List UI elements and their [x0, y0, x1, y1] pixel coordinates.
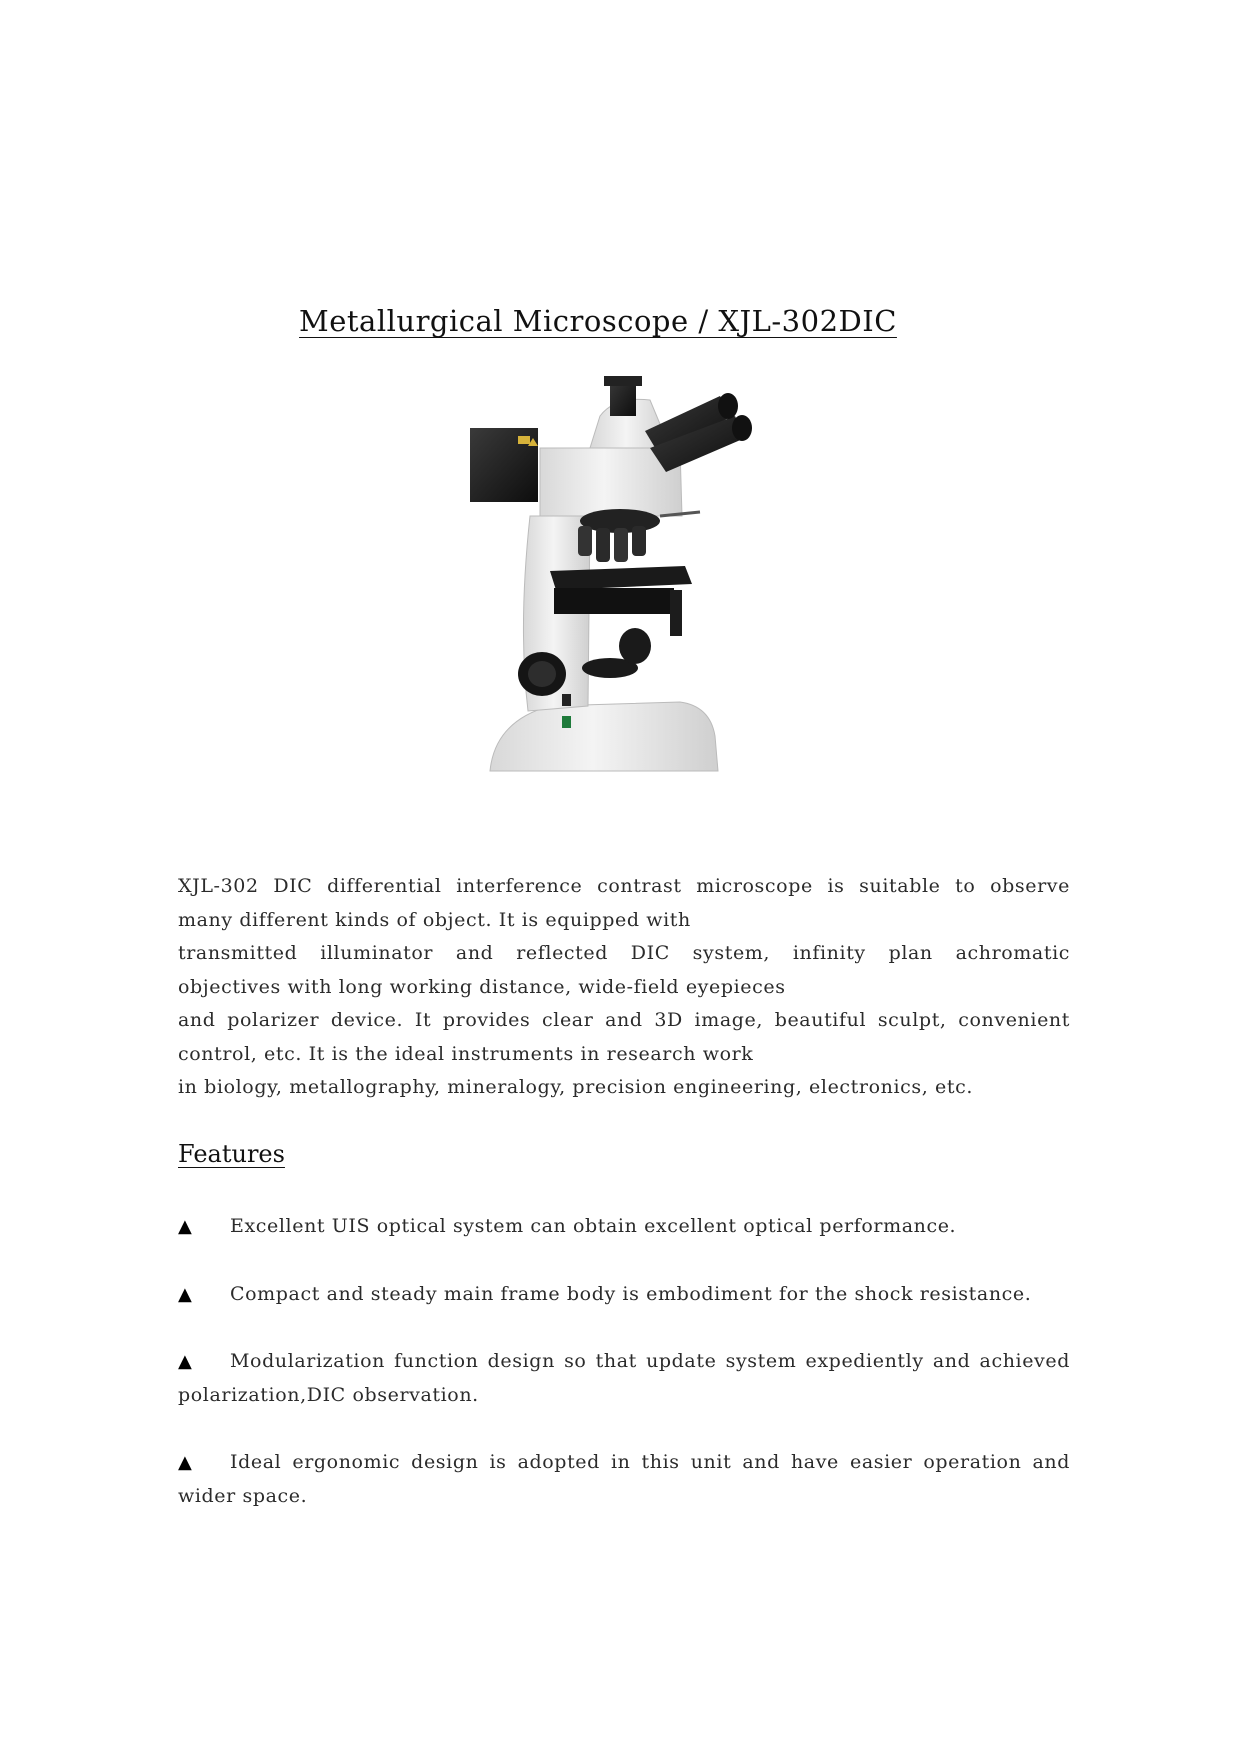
feature-item	[178, 1446, 1070, 1513]
feature-item	[178, 1210, 1070, 1244]
triangle-bullet-icon: ▲	[178, 1284, 193, 1305]
description-line: control, etc. It is the ideal instruments in research work	[178, 1042, 754, 1065]
page-title: Metallurgical Microscope / XJL-302DIC	[299, 304, 897, 338]
feature-text-continued: polarization,DIC observation.	[178, 1383, 479, 1406]
description-line: many different kinds of object. It is equipped with	[178, 908, 691, 931]
triangle-bullet-icon: ▲	[178, 1452, 193, 1473]
triangle-bullet-icon: ▲	[178, 1351, 193, 1372]
description-line: transmitted illuminator and reflected DIC system, infinity plan achromatic	[178, 942, 1070, 964]
feature-text-continued: wider space.	[178, 1484, 308, 1507]
feature-text: Modularization function design so that update system expediently and achieved	[230, 1350, 1070, 1372]
feature-item	[178, 1345, 1070, 1412]
description-line: objectives with long working distance, wide-field eyepieces	[178, 975, 786, 998]
product-description	[178, 870, 1070, 1105]
feature-item	[178, 1278, 1070, 1312]
feature-text: Compact and steady main frame body is embodiment for the shock resistance.	[230, 1283, 1032, 1305]
triangle-bullet-icon: ▲	[178, 1216, 193, 1237]
description-line: in biology, metallography, mineralogy, precision engineering, electronics, etc.	[178, 1076, 973, 1098]
description-line: XJL-302 DIC differential interference contrast microscope is suitable to observe	[178, 875, 1070, 897]
description-line: and polarizer device. It provides clear and 3D image, beautiful sculpt, convenient	[178, 1009, 1070, 1031]
microscope-photo	[470, 376, 800, 796]
feature-text: Ideal ergonomic design is adopted in this unit and have easier operation and	[230, 1451, 1070, 1473]
features-heading: Features	[178, 1140, 285, 1168]
feature-text: Excellent UIS optical system can obtain excellent optical performance.	[230, 1215, 957, 1237]
